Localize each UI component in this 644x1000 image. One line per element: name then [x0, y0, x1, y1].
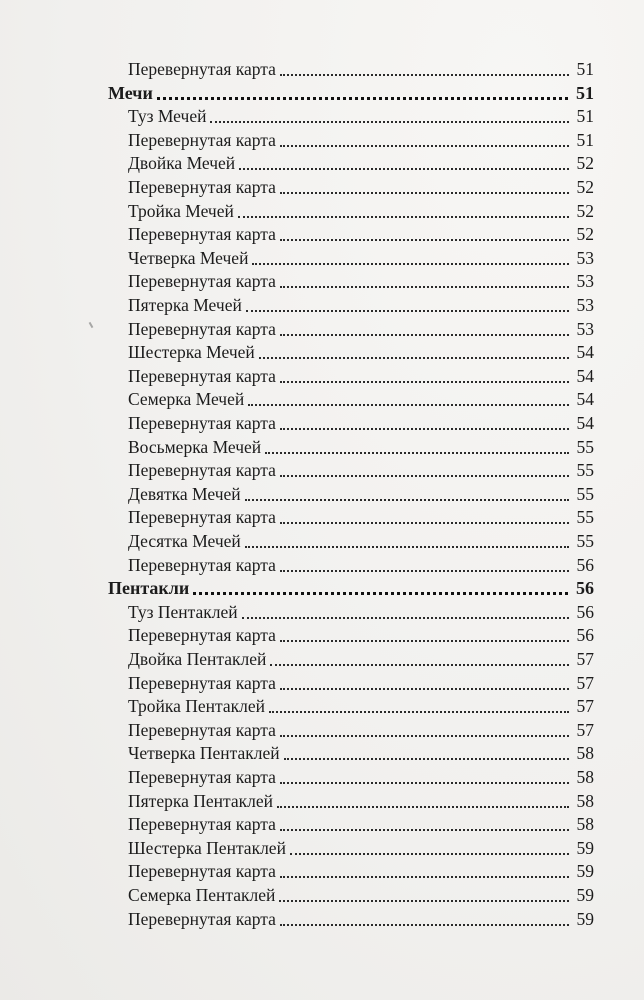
toc-leader-dots	[242, 617, 569, 619]
toc-entry	[0, 483, 644, 507]
toc-leader-dots	[280, 74, 569, 76]
toc-leader-dots	[280, 924, 569, 926]
toc-entry	[0, 719, 644, 743]
toc-entry-page-number: 52	[576, 153, 594, 174]
toc-entry-page-number: 57	[576, 719, 594, 740]
toc-entry-page-number: 59	[576, 908, 594, 929]
toc-entry	[0, 247, 644, 271]
toc-entry-title: Тройка Пентаклей	[128, 696, 266, 717]
toc-entry-page-number: 53	[576, 295, 594, 315]
toc-entry	[0, 341, 644, 365]
toc-entry-title: Четверка Пентаклей	[128, 743, 280, 764]
toc-entry-title: Девятка Мечей	[128, 483, 241, 504]
toc-entry	[0, 742, 644, 766]
toc-entry-title: Перевернутая карта	[128, 625, 276, 646]
toc-leader-dots	[239, 168, 568, 170]
toc-entry-page-number: 52	[576, 224, 594, 245]
toc-leader-dots	[280, 782, 569, 784]
toc-entry	[0, 860, 644, 884]
toc-leader-dots	[210, 121, 568, 123]
toc-leader-dots	[269, 711, 568, 713]
toc-leader-dots	[280, 286, 569, 288]
toc-entry	[0, 459, 644, 483]
toc-entry-title: Семерка Мечей	[128, 389, 245, 410]
toc-entry	[0, 554, 644, 578]
toc-entry-title: Перевернутая карта	[128, 129, 276, 150]
toc-entry-page-number: 53	[576, 247, 594, 268]
toc-entry	[0, 601, 644, 625]
toc-entry-page-number: 56	[576, 601, 594, 622]
toc-entry	[0, 294, 644, 318]
toc-leader-dots	[280, 475, 569, 477]
toc-entry-page-number: 51	[576, 129, 594, 150]
toc-entry-title: Четверка Мечей	[128, 247, 249, 268]
toc-leader-dots	[280, 570, 569, 572]
toc-entry-page-number: 58	[576, 790, 594, 811]
toc-entry-title: Шестерка Мечей	[128, 342, 255, 363]
toc-leader-dots	[248, 404, 568, 406]
toc-leader-dots	[259, 357, 569, 359]
toc-entry-title: Мечи	[108, 82, 153, 103]
toc-entry-page-number: 59	[576, 861, 594, 882]
toc-leader-dots	[270, 664, 568, 666]
toc-entry-page-number: 55	[576, 507, 594, 528]
toc-entry-title: Тройка Мечей	[128, 200, 234, 221]
toc-entry-page-number: 54	[576, 365, 594, 386]
toc-entry-title: Двойка Пентаклей	[128, 649, 267, 669]
toc-entry-title: Пятерка Мечей	[128, 295, 242, 315]
toc-leader-dots	[280, 428, 569, 430]
toc-entry-page-number: 54	[576, 389, 594, 410]
toc-entry-title: Двойка Мечей	[128, 153, 236, 174]
toc-entry	[0, 129, 644, 153]
toc-entry-title: Перевернутая карта	[128, 177, 276, 197]
toc-leader-dots	[280, 688, 569, 690]
toc-entry	[0, 58, 644, 82]
toc-entry-title: Перевернутая карта	[128, 413, 276, 433]
toc-entry	[0, 506, 644, 530]
toc-entry-title: Перевернутая карта	[128, 460, 276, 481]
toc-entry-page-number: 51	[576, 59, 594, 79]
toc-leader-dots	[280, 192, 569, 194]
toc-entry	[0, 436, 644, 460]
toc-leader-dots	[265, 452, 568, 454]
toc-leader-dots	[280, 381, 569, 383]
toc-entry	[0, 270, 644, 294]
toc-entry-title: Перевернутая карта	[128, 318, 276, 339]
toc-entry	[0, 884, 644, 908]
toc-entry	[0, 908, 644, 932]
toc-leader-dots	[280, 522, 569, 524]
toc-entry	[0, 766, 644, 790]
toc-entry-page-number: 55	[576, 460, 594, 481]
toc-entry-title: Пентакли	[108, 578, 190, 599]
toc-entry-page-number: 53	[576, 318, 594, 339]
toc-entry	[0, 837, 644, 861]
toc-leader-dots	[193, 592, 568, 595]
toc-entry	[0, 223, 644, 247]
toc-entry	[0, 412, 644, 436]
toc-leader-dots	[290, 853, 569, 855]
toc-entry-title: Восьмерка Мечей	[128, 436, 262, 457]
toc-leader-dots	[246, 310, 569, 312]
toc-leader-dots	[157, 97, 568, 100]
toc-entry	[0, 624, 644, 648]
toc-entry-page-number: 53	[576, 271, 594, 292]
toc-leader-dots	[280, 334, 569, 336]
toc-section-heading	[0, 577, 644, 601]
toc-entry-title: Перевернутая карта	[128, 767, 276, 787]
toc-entry	[0, 695, 644, 719]
toc-entry-page-number: 52	[576, 177, 594, 197]
toc-entry	[0, 105, 644, 129]
toc-leader-dots	[280, 640, 569, 642]
toc-entry	[0, 176, 644, 200]
toc-entry-page-number: 54	[576, 413, 594, 433]
toc-entry-page-number: 58	[576, 814, 594, 835]
toc-entry-title: Перевернутая карта	[128, 224, 276, 245]
toc-leader-dots	[277, 806, 569, 808]
toc-entry-page-number: 57	[576, 649, 594, 669]
toc-entry	[0, 388, 644, 412]
toc-entry-page-number: 57	[576, 696, 594, 717]
toc-entry-page-number: 55	[576, 483, 594, 504]
toc-leader-dots	[284, 758, 569, 760]
toc-entry-title: Перевернутая карта	[128, 507, 276, 528]
toc-leader-dots	[280, 735, 569, 737]
toc-entry-page-number: 56	[576, 554, 594, 575]
toc-leader-dots	[279, 900, 568, 902]
toc-entry-title: Перевернутая карта	[128, 271, 276, 292]
toc-entry	[0, 790, 644, 814]
toc-entry-title: Перевернутая карта	[128, 59, 276, 79]
toc-entry-page-number: 51	[576, 106, 594, 127]
toc-entry	[0, 152, 644, 176]
toc-entry-title: Перевернутая карта	[128, 365, 276, 386]
toc-entry-title: Перевернутая карта	[128, 672, 276, 693]
toc-entry	[0, 318, 644, 342]
toc-entry-page-number: 52	[576, 200, 594, 221]
toc-entry-title: Семерка Пентаклей	[128, 885, 276, 905]
toc-entry-title: Туз Пентаклей	[128, 601, 238, 622]
toc-entry	[0, 365, 644, 389]
toc-leader-dots	[252, 263, 568, 265]
toc-leader-dots	[280, 829, 569, 831]
toc-entry-title: Перевернутая карта	[128, 861, 276, 882]
toc-entry-page-number: 58	[576, 743, 594, 764]
toc-entry	[0, 200, 644, 224]
toc-entry-page-number: 51	[576, 82, 594, 103]
toc-entry	[0, 672, 644, 696]
toc-entry-page-number: 59	[576, 885, 594, 905]
toc-entry-page-number: 54	[576, 342, 594, 363]
toc-entry-page-number: 55	[576, 531, 594, 551]
toc-entry-title: Пятерка Пентаклей	[128, 790, 273, 811]
toc-entry-title: Шестерка Пентаклей	[128, 837, 286, 858]
toc-entry-title: Перевернутая карта	[128, 719, 276, 740]
toc-leader-dots	[245, 499, 569, 501]
toc-entry-page-number: 55	[576, 436, 594, 457]
toc-leader-dots	[280, 145, 569, 147]
toc-section-heading	[0, 82, 644, 106]
toc-entry-page-number: 56	[576, 578, 594, 599]
toc-leader-dots	[245, 546, 569, 548]
toc-entry-title: Перевернутая карта	[128, 908, 276, 929]
toc-entry	[0, 813, 644, 837]
toc-entry-page-number: 56	[576, 625, 594, 646]
toc-entry-title: Десятка Мечей	[128, 531, 241, 551]
toc-entry-title: Перевернутая карта	[128, 554, 276, 575]
toc-leader-dots	[280, 239, 569, 241]
toc-entry-page-number: 57	[576, 672, 594, 693]
toc-entry-title: Туз Мечей	[128, 106, 207, 127]
toc-entry-page-number: 58	[576, 767, 594, 787]
toc-leader-dots	[280, 876, 569, 878]
toc-entry-page-number: 59	[576, 837, 594, 858]
toc-entry	[0, 648, 644, 672]
toc-entry-title: Перевернутая карта	[128, 814, 276, 835]
toc-leader-dots	[238, 216, 569, 218]
toc-entry	[0, 530, 644, 554]
